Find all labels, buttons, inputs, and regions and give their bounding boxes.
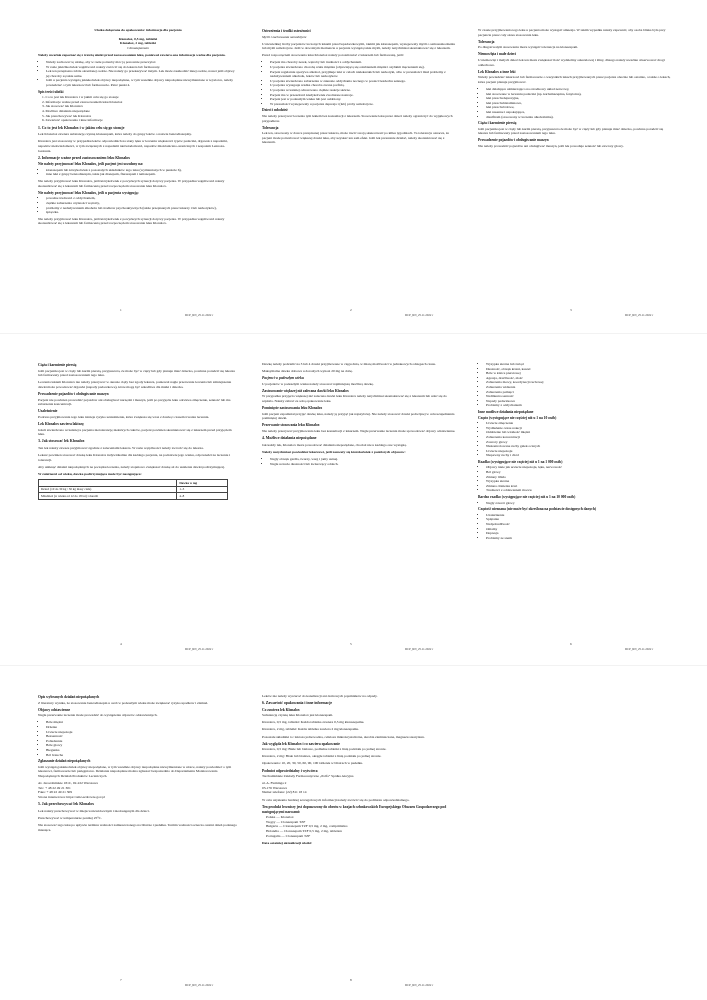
list-item: • Splątanie [486, 517, 673, 522]
subheading: Tolerancja [262, 125, 279, 130]
country-item: Holandia — Clonazepam TZF 0,5 mg, 2 mg, tabletten [266, 829, 342, 834]
subheading: Nie należy przyjmować leku Klonalox, jeśli u pacjenta występują: [38, 190, 139, 195]
list-item: • Uczucie zmęczenia [486, 421, 673, 426]
subheading: Podmiot odpowiedzialny i wytwórca [262, 768, 318, 773]
paragraph: Klonalox, 0,5 mg: Białe lub białawe, podłużne tabletki z linią podziału po jednej stronie. [262, 747, 387, 752]
page-number: 5 [350, 642, 352, 646]
list-item: • leki przeciwdepresyjne, [486, 96, 673, 101]
paragraph: Należy powiedzieć lekarzowi lub farmaceucie o wszystkich lekach przyjmowanych przez pacjenta obecnie lub ostatnio, a także o lekach, które pacjent planuje przyjmować. [478, 75, 671, 84]
page-number: 8 [350, 978, 352, 982]
list-item: • Drżenie [46, 725, 238, 730]
paragraph: Nie należy przerywać leczenia tym lekiem bez konsultacji z lekarzem. Stosowanie leku przez dzieci należy ograniczyć do wyjątkowych przypadków. [262, 114, 453, 123]
subheading: Bardzo rzadko (występujące nie częściej niż u 1 na 10 000 osób) [478, 495, 576, 500]
toc-list [38, 95, 238, 123]
subheading: Rzadko (występujące nie częściej niż u 1 na 1 000 osób) [478, 459, 563, 464]
subheading: Opis wybranych działań niepożądanych [38, 695, 100, 699]
bullet-list [478, 421, 673, 458]
address-line: Strona internetowa: https://smz.ezdrowie.gov.pl [38, 794, 105, 799]
address-line: Numer telefonu: (22) 811 18 14 [262, 790, 307, 795]
footer-code: DCP_RN_25.11.2022 r [625, 647, 654, 651]
list-item: • disulfiram (stosowany w leczeniu alkoholizmu). [486, 115, 673, 120]
list-item: • Napady padaczkowe [486, 399, 673, 404]
list-item: • Nadpobudliwość [486, 522, 673, 527]
list-item: • Uczucie niepokoju [486, 449, 673, 454]
list-item: • Wysypka skórna lub świąd [486, 362, 673, 367]
bullet-list [38, 168, 238, 177]
section-2-title: 2. Informacje ważne przed zastosowaniem leku Klonalox [38, 155, 131, 160]
list-item: • Pacjent ma choroby nerek, wątroby lub trudności z oddychaniem. [270, 60, 457, 65]
table-header [39, 480, 177, 487]
paragraph: Jeśli pacjent zapomniał przyjąć dawkę leku, należy ją przyjąć jak najszybciej. Nie należy stosować dawki podwójnej w celu uzupełnienia pominiętej dawki. [262, 411, 455, 421]
subheading: Pominięcie zastosowania leku Klonalox [262, 406, 323, 411]
paragraph: Jeżeli stwierdzono wcześniej u pacjenta nietolerancję niektórych cukrów, pacjent powinien skontaktować się z lekarzem przed przyjęciem leku. [38, 427, 232, 437]
list-item: • Depresja [486, 531, 673, 536]
paragraph: W celu uzyskania bardziej szczegółowych informacji należy zwrócić się do podmiotu odpowiedzialnego. [262, 798, 410, 802]
list-item: • leki stosowane w leczeniu padaczki (np. karbamazepina, fenytoina), [486, 92, 673, 97]
subheading: Ciąża i karmienie piersią [478, 121, 517, 126]
list-item: • ciężkie zaburzenia czynności wątroby, [46, 201, 238, 206]
subheading: Objawy odstawienne [38, 707, 71, 712]
list-item: • Uzależnienie [486, 513, 673, 518]
subheading: Prowadzenie pojazdów i obsługiwanie maszyn [38, 391, 109, 396]
address-line: 03-176 Warszawa [262, 785, 288, 790]
address-line: Faks: + 48 22 49 21 309 [38, 790, 73, 795]
toc-item: 6. Zawartość opakowania i inne informacje [42, 118, 103, 123]
list-item: • Problemy ze snem [486, 536, 673, 541]
paragraph: Przechowywać w temperaturze poniżej 25°C. [38, 816, 102, 821]
list-item: • Zaburzenia widzenia [486, 385, 673, 390]
paragraph: Nie należy przerywać przyjmowania leku bez konsultacji z lekarzem. Nagłe przerwanie leczenia może spowodować objawy odstawienne. [262, 429, 456, 434]
page-number: 3 [570, 308, 572, 312]
paragraph: Substancją czynną leku Klonalox jest klonazepam. [262, 713, 334, 718]
footer-code: DCP_RN_25.11.2022 r [405, 313, 434, 317]
table-row [39, 493, 228, 500]
address-line: Tel.: + 48 22 49 21 301 [38, 785, 71, 790]
paragraph: Aby uniknąć działań niepożądanych na początku leczenia, należy stopniowo zwiększać dawkę aż do ustalenia dawki podtrzymującej. [38, 464, 226, 469]
toc-item: 3. Jak stosować lek Klonalox [42, 104, 83, 109]
subheading: Ostrzeżenia i środki ostrożności [262, 29, 311, 33]
bullet-list [478, 87, 673, 119]
toc-item: 2. Informacje ważne przed zastosowaniem leku Klonalox [42, 99, 123, 104]
country-list [262, 815, 457, 838]
subheading: Częstość nieznana (nie może być określona na podstawie dostępnych danych) [478, 507, 597, 512]
section-3-title: 3. Jak stosować lek Klonalox [38, 439, 85, 444]
toc-item: 4. Możliwe działania niepożądane [42, 108, 90, 113]
paragraph: Jak każdy lek, Klonalox może powodować działania niepożądane, chociaż nie u każdego one wystąpią. [262, 442, 407, 447]
paragraph: Nie należy przyjmować leku Klonalox, jeśli którykolwiek z powyższych sytuacji dotyczy pacjenta. W przypadku wątpliwości należy skonsultować się z lekarzem lub farmaceutą przed rozpoczęciem stosowania leku Klonalox. [38, 216, 225, 226]
list-item: • U pacjenta stwierdzono zaburzenia w zakresie oddychania nocnego w postaci bezdechu sennego. [270, 79, 457, 84]
list-item: • Trudności z oddawaniem moczu [486, 488, 673, 493]
subheading: Pacjenci w podeszłym wieku [262, 376, 304, 381]
footer-code: DCP_RN_25.11.2022 r [405, 647, 434, 651]
list-item: • Nagły zawrót głowy [486, 501, 673, 506]
subheading: Często (występujące nie częściej niż u 1 na 10 osób) [478, 415, 557, 420]
list-item: • Zawroty głowy [486, 440, 673, 445]
list-item: • Bóle mięśni [46, 720, 238, 725]
list-item: • Nadmierna senność [486, 394, 673, 399]
subheading: Uzależnienie [38, 409, 58, 414]
column-1 [38, 28, 238, 228]
paragraph: Po długotrwałym stosowaniu może wystąpić tolerancja na klonazepam. [478, 45, 579, 50]
bullet-list [38, 720, 238, 757]
paragraph: Lek należy przechowywać w miejscu niewidocznym i niedostępnym dla dzieci. [38, 808, 150, 813]
column-2 [262, 694, 457, 848]
paragraph: Przed rozpoczęciem stosowania leku Klonalox należy porozmawiać z lekarzem lub farmaceutą, jeśli: [262, 53, 404, 58]
table-cell: Dzieci (10 do 30 kg / 30 kg masy ciała) [39, 486, 177, 493]
list-item: • Bóle głowy [46, 743, 238, 748]
list-item: • problemy z nadużywaniem alkoholu lub środków psychoaktywnych (także przepisanych przez lekarzy i lub narkotyków), [46, 206, 238, 211]
list-item: • Problemy z oddychaniem [486, 403, 673, 408]
paragraph: Nagłe przerwanie leczenia może prowadzić do wystąpienia objawów odstawiennych. [38, 713, 158, 718]
list-item: • Objawy takie jak uczucie niepokoju, lęku, nerwowość [486, 465, 673, 470]
bullet-list [478, 362, 673, 408]
list-item: • Ból brzucha [46, 753, 238, 758]
list-item: • Biegunka [46, 748, 238, 753]
subheading: Inne możliwe działania niepożądane [478, 409, 534, 414]
list-item: • Niekontrolowane ruchy gałek ocznych [486, 444, 673, 449]
toc-title: Spis treści ulotki [38, 89, 64, 94]
column-3 [478, 362, 673, 542]
paragraph: Myśli i zachowania samobójcze [262, 34, 307, 39]
list-item: • Zaburzenia koncentracji [486, 435, 673, 440]
list-item: • poważne trudności z oddychaniem, [46, 196, 238, 201]
column-2 [262, 28, 457, 148]
paragraph: Maksymalna dawka dobowa u dorosłych wynosi 20 mg na dobę. [262, 369, 353, 374]
product-name-2: Klonalox, 2 mg, tabletki [120, 41, 156, 46]
warning-list [38, 60, 238, 88]
page-number: 4 [120, 642, 122, 646]
list-item: • Osłabienie lub wiotkość mięśni [486, 430, 673, 435]
section-6-title: 6. Zawartość opakowania i inne informacje [262, 701, 333, 706]
read-warning: Należy uważnie zapoznać się z treścią ulotki przed zastosowaniem leku, ponieważ zawiera ona informacje ważne dla pacjenta. [38, 52, 226, 57]
address-line: Al. Jerozolimskie 181C, 02-222 Warszawa [38, 781, 98, 785]
bullet-list [478, 513, 673, 541]
address-block [38, 781, 238, 799]
paragraph: Należy natychmiast powiedzieć lekarzowi, jeśli zauważy się którekolwiek z poniższych objawów: [262, 449, 406, 454]
subheading: Lek Klonalox a inne leki [478, 69, 516, 74]
section-1-title: 1. Co to jest lek Klonalox i w jakim celu się go stosuje [38, 125, 125, 130]
paragraph: Nie należy prowadzić pojazdów ani obsługiwać maszyn, jeśli lek powoduje senność lub zawroty głowy. [478, 143, 624, 148]
list-item: • inne leki z grupy benzodiazepin, takie jak diazepam, flurazepam i temazepam. [46, 172, 238, 177]
list-item: • Zaburzenia mowy, koordynacji ruchowej [486, 380, 673, 385]
list-item: • Pobudzenie [46, 739, 238, 744]
footer-code: DCP_RN_25.11.2022 r [185, 647, 214, 651]
list-item: • Zmiana ciśnienia krwi [486, 484, 673, 489]
paragraph: Pacjent nie powinien prowadzić pojazdów ani obsługiwać narzędzi i maszyn, jeśli po przyjęciu leku odczuwa zmęczenie, senność lub ma zaburzenia koncentracji. [38, 397, 231, 407]
paragraph: Opakowania: 10, 20, 30, 50, 60, 90, 100 tabletek w blistrach w pudełku. [262, 761, 363, 766]
subheading: Ten produkt leczniczy jest dopuszczony do obrotu w krajach członkowskich Europejskiego Obszaru Gospodarczego pod następującymi nazwami: [262, 805, 447, 814]
list-item: • Lek ten przepisano ściśle określonej osobie. Nie należy go przekazywać innym. Lek może zaszkodzić innej osobie, nawet jeśli objawy jej choroby są takie same. [46, 69, 238, 78]
table-header: Dawka w mg [177, 480, 228, 487]
subheading: Przerwanie stosowania leku Klonalox [262, 423, 320, 428]
subheading: Nie należy przyjmować leku Klonalox, jeśli pacjent jest uczulony na: [38, 162, 144, 167]
paragraph: Nie należy przyjmować leku Klonalox, jeśli którykolwiek z powyższych sytuacji dotyczy pacjenta. W przypadku wątpliwości należy skonsultować się z lekarzem lub farmaceutą przed rozpoczęciem stosowania leku Klonalox. [38, 179, 225, 188]
list-item: • Nagły obrzęk gardła, twarzy, warg i jamy ustnej. [270, 457, 457, 462]
subheading: Niemowlęta i małe dzieci [478, 52, 517, 57]
substance-name: Clonazepamum [127, 45, 149, 50]
page-number: 7 [120, 978, 122, 982]
list-item: • Pacjent ma w przeszłości kiedykolwiek zwolnione nastroje. [270, 93, 457, 98]
list-item: • Pacjent jest w podeszłym wieku lub jest osłabiony. [270, 97, 457, 102]
paragraph: Ten lek należy zawsze przyjmować zgodnie z zaleceniami lekarza. W razie wątpliwości należy zwrócić się do lekarza. [38, 445, 204, 450]
subheading: Tolerancja [478, 39, 495, 44]
paragraph: Jeśli pacjentka jest w ciąży lub karmi piersią, przypuszcza, że może być w ciąży lub gdy planuje mieć dziecko, powinna poradzić się lekarza lub farmaceuty przed zastosowaniem tego leku. [38, 368, 235, 378]
toc-item: 1. Co to jest lek Klonalox i w jakim celu się go stosuje [42, 95, 119, 100]
paragraph: Pozostałe składniki to: laktoza jednowodna, celuloza mikrokrystaliczna, skrobia ziemniaczana, magnezu stearynian. [262, 734, 425, 739]
list-item: • Omamy [486, 527, 673, 532]
list-item: • Bezsenność [46, 734, 238, 739]
section-4-title: 4. Możliwe działania niepożądane [262, 436, 317, 441]
column-2 [262, 362, 457, 468]
list-item: • U pacjenta występuje rzadka choroba zwana porfirią. [270, 83, 457, 88]
table-cell: 1–3 [177, 486, 228, 493]
page-number: 6 [570, 642, 572, 646]
paragraph: Lek Klonalox zawiera substancję czynną klonazepam, która należy do grupy leków o nazwie benzodiazepiny. [38, 132, 192, 137]
country-item: Polska — Klonalox [266, 815, 294, 820]
page-divider [0, 333, 707, 334]
country-item: Portugalia — Clonazepam TZF [266, 833, 311, 838]
bullet-list [262, 457, 457, 466]
toc-item: 5. Jak przechowywać lek Klonalox [42, 113, 92, 118]
address-block [262, 781, 457, 795]
paragraph: Leków nie należy wyrzucać do kanalizacji ani domowych pojemników na odpady. [262, 694, 378, 698]
paragraph: Lek ten, stosowany w dawce przepisanej przez lekarza, może tracić swoją skuteczność po kilku tygodniach. Ta tolerancja oznacza, że pacjent może potrzebować większej dawki leku, aby uzyskać ten sam efekt. Jeśli lek przestanie działać, należy skontaktować się z lekarzem. [262, 131, 450, 145]
paragraph: W zależności od wieku, dawka podtrzymująca może być następująca: [38, 471, 142, 476]
list-item: • W razie jakichkolwiek wątpliwości należy zwrócić się do lekarza lub farmaceuty. [46, 65, 238, 70]
footer-code: DCP_RN_25.11.2022 r [405, 983, 434, 987]
column-1 [38, 362, 238, 503]
paragraph: Lekarz powinien stosować dawkę leku Klonalox indywidualnie dla każdego pacjenta, na podstawie jego wieku, odpowiedzi na leczenie i tolerancji. [38, 452, 231, 462]
column-3 [478, 28, 673, 151]
page-number: 1 [120, 308, 122, 312]
page-2 [0, 336, 707, 662]
list-item: • Agresja, drażliwość, złość [486, 376, 673, 381]
paragraph: Klonalox, 0,5 mg, tabletki: Każda tabletka zawiera 0,5 mg klonazepamu. [262, 720, 365, 725]
country-item: Bułgaria — Clonazepam TZF 0,5 mg, 2 mg, comprimidos [266, 824, 348, 829]
list-item: • leki działające uśmierzająco na ośrodkowy układ nerwowy, [486, 87, 673, 92]
page-1 [0, 0, 707, 330]
list-item: • Uczucie niepokoju [46, 730, 238, 735]
subheading: Zastosowanie większej niż zalecana dawki leku Klonalox [262, 388, 349, 393]
list-item: • W przeszłości występowały u pacjenta depresja i (lub) próby samobójcze. [270, 102, 457, 107]
subheading: Lek Klonalox zawiera laktozę [38, 421, 84, 426]
bullet-list [478, 501, 673, 506]
paragraph: Leczenia lekiem Klonalox nie należy przerywać w okresie ciąży bez zgody lekarza, ponieważ nagłe przerwanie leczenia lub zmniejszenie dawki może powodować drgawki (napady padaczkowe), które mogą być szkodliwe dla matki i dziecka. [38, 380, 232, 389]
table-cell: Młodzież (w wieku od 12 do 18 lat) i dorośli [39, 493, 177, 500]
paragraph: U pacjentów w podeszłym wieku należy stosować najmniejszą możliwą dawkę. [262, 381, 374, 386]
table-cell: 4–8 [177, 493, 228, 500]
footer-code: DCP_RN_25.11.2022 r [625, 313, 654, 317]
paragraph: Tarchomińskie Zakłady Farmaceutyczne „Polfa” Spółka Akcyjna [262, 774, 354, 779]
leaflet-header: Ulotka dołączona do opakowania: informacja dla pacjenta [94, 28, 182, 32]
paragraph: Z literatury wynika, że stosowanie benzodiazepin u osób w podeszłym wieku może zwiększać ryzyko upadków i złamań. [38, 700, 209, 705]
page-3 [0, 668, 707, 1000]
footer-code: DCP_RN_25.11.2022 r [185, 313, 214, 317]
paragraph: W czasie przyjmowania tego leku u pacjenta może wystąpić amnezja. W takim wypadku należy zapewnić, aby osoba bliska była przy pacjencie przez cały okres stosowania leku. [478, 28, 666, 37]
list-item: • Należy zachować tę ulotkę, aby w razie potrzeby móc ją ponownie przeczytać. [46, 60, 238, 65]
page-number: 2 [350, 308, 352, 312]
list-item: • U pacjenta stwierdzono chorobę rzutu mięśnia (objawiającą się osłabieniem mięśni i szybkim męczeniem się). [270, 65, 457, 70]
paragraph: Klonalox, 2 mg: Białe lub białawe, okrągłe tabletki z linią podziału po jednej stronie. [262, 754, 382, 759]
paragraph: Jeśli pacjentka jest w ciąży lub karmi piersią, przypuszcza że może być w ciąży lub gdy planuje mieć dziecko, powinna poradzić się lekarza lub farmaceuty przed zastosowaniem tego leku. [478, 126, 664, 136]
subheading: Co zawiera lek Klonalox [262, 707, 300, 712]
page-divider [0, 665, 707, 666]
paragraph: W przypadku przyjęcia większej niż zalecana dawki leku Klonalox należy natychmiast skontaktować się z lekarzem lub udać się do szpitala. Należy zabrać ze sobą opakowanie leku. [262, 394, 447, 404]
subheading: Dzieci i młodzież [262, 108, 288, 113]
footer-code: DCP_RN_25.11.2022 r [185, 983, 214, 987]
bullet-list [262, 60, 457, 106]
table-header-row [39, 480, 228, 487]
column-1 [38, 694, 238, 835]
list-item: • Wydłużenie czasu reakcji [486, 426, 673, 431]
paragraph: Podczas przyjmowania tego leku istnieje ryzyko uzależnienia, które zwiększa się wraz z dawką i czasem trwania leczenia. [38, 414, 210, 419]
dose-table [38, 479, 228, 500]
product-name: Klonalox, 0,5 mg, tabletki [118, 36, 158, 41]
bullet-list [478, 465, 673, 493]
address-line: ul. A. Fleminga 2 [262, 781, 287, 786]
paragraph: U niewielkiej liczby pacjentów leczonych lekami przeciwpadaczkowymi, takimi jak klonazepam, występowały myśli o samouszkodzeniu lub myśli samobójcze. Jeśli w dowolnym momencie u pacjenta wystąpią takie myśli, należy natychmiast skontaktować się z lekarzem. [262, 41, 456, 51]
list-item: • leki przeciwhistaminowe, [486, 101, 673, 106]
subheading: Prowadzenie pojazdów i obsługiwanie maszyn [478, 138, 549, 143]
section-5-title: 5. Jak przechowywać lek Klonalox [38, 802, 95, 807]
paragraph: Dawkę należy podzielić na 3 lub 4 dawki przyjmowane w ciągu dnia, w miarę możliwości w jednakowych odstępach czasu. [262, 362, 436, 366]
subheading: Zgłaszanie działań niepożądanych [38, 759, 91, 764]
table-row [39, 486, 228, 493]
paragraph: U niemowląt i małych dzieci lek ten może zwiększać ilość wydzieliny oskrzelowej i śliny, dlatego należy uważnie obserwować drogi oddechowe. [478, 57, 665, 67]
paragraph: Klonalox jest stosowany w przypadku leków odpowiednich na stany lęku w leczeniu większości typów padaczki, drgawek z napadami, napadów nieświadomości, w tym związanych z napadami nieświadomości, napadów miokloniczno-atonicznych i zespołem Lennoxa-Gastauta. [38, 139, 228, 153]
subheading: Ciąża i karmienie piersią [38, 363, 77, 367]
paragraph: Nie stosować tego leku po upływie terminu ważności zamieszczonego na blistrze i pudełku. Termin ważności oznacza ostatni dzień podanego miesiąca. [38, 823, 237, 832]
list-item: • leki nasenne i uspokajające, [486, 110, 673, 115]
list-item: • Zaburzenia pamięci [486, 390, 673, 395]
subheading: Jak wygląda lek Klonalox i co zawiera opakowanie [262, 741, 340, 746]
list-item: • Zmiany libido [486, 475, 673, 480]
update-date: Data ostatniej aktualizacji ulotki: [262, 841, 313, 846]
list-item: • Bóle w klatce piersiowej [486, 371, 673, 376]
list-item: • U pacjenta wcześniej odnotowano ciężkie reakcje skórne. [270, 88, 457, 93]
list-item: • Jeśli u pacjenta wystąpią jakiekolwiek objawy niepożądane, w tym wszelkie objawy niepożądane niewymienione w tej ulotce, należy powiedzieć o tym lekarzowi lub farmaceucie. Patrz punkt 4. [46, 78, 238, 87]
list-item: • Niepewny ruchy i chód [486, 453, 673, 458]
paragraph: Klonalox, 2 mg, tabletki: Każda tabletka zawiera 2 mg klonazepamu. [262, 727, 359, 732]
list-item: • Pacjent regularnie spożywa alkohol, przyjmuje leki w celach nielekarskich lub narkotyki, albo w przeszłości miał problemy z nadużywaniem alkoholu, leków lub narkotyków. [270, 70, 457, 79]
list-item: • Nagłe uczucie duszności lub świszczący oddech. [270, 462, 457, 467]
list-item: • leki przeciwbólowe, [486, 105, 673, 110]
list-item: • Wysypka skórna [486, 479, 673, 484]
bullet-list [38, 196, 238, 214]
list-item: • Ból głowy [486, 470, 673, 475]
list-item: • klonazepam lub którykolwiek z pozostałych składników tego leku (wymienionych w punkcie 6), [46, 168, 238, 173]
list-item: • śpiączka. [46, 210, 238, 215]
paragraph: Jeśli wystąpią jakiekolwiek objawy niepożądane, w tym wszelkie objawy niepożądane niewymienione w ulotce, należy powiedzieć o tym lekarzowi, farmaceucie lub pielęgniarce. Działania niepożądane można zgłaszać bezpośrednio do Departamentu Monitorowania Niepożądanych Działań Produktów Leczniczych. [38, 764, 232, 778]
list-item: • Duszność, obrzęk krtani, kaszel [486, 367, 673, 372]
country-item: Węgry — Clonazepam TZF [266, 819, 306, 824]
